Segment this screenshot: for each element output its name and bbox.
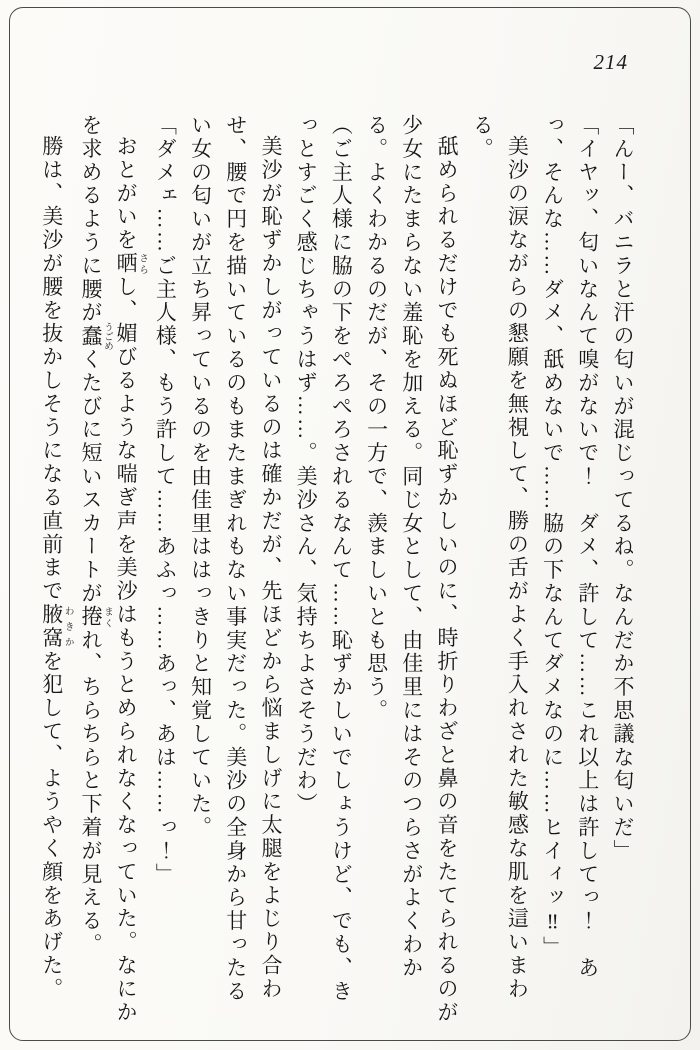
paragraph: おとがいを晒 さらし、媚びるような喘ぎ声を美沙はもうとめられなくなっていた。なにかを求めるように腰が蠢 うごめくたびに短いスカートが捲 まくれ、ちらちらと下着が見える。 <box>78 114 148 1025</box>
paragraph: 舐められるだけでも死ぬほど恥ずかしいのに、時折りわざと鼻の音をたてられるのが少女にたまらない羞恥を加える。同じ女として、由佳里にはそのつらさがよくわかる。よくわかるのだが、その一方で、羨ましいとも思う。 <box>364 114 459 1025</box>
paragraph: （ご主人様に脇の下をぺろぺろされるなんて……恥ずかしいでしょうけど、でも、きっとすごく感じちゃうはず……。美沙さん、気持ちよさそうだわ） <box>294 114 354 1004</box>
paragraph: 「イヤッ、匂いなんて嗅がないで！ ダメ、許して……これ以上は許してっ！ あっ、そんな……ダメ、舐めないで……脇の下なんてダメなのに……ヒイィッ‼」 <box>540 114 600 980</box>
furigana-annotated-word: 蠢 うごめ <box>78 322 112 351</box>
furigana-annotated-word: 腋窩 わきか <box>39 603 73 650</box>
paragraph: 「ダメェ……ご主人様、もう許して……あふっ……あっ、あは……っ！」 <box>153 114 178 887</box>
paragraph: 「んー、バニラと汗の匂いが混じってるね。なんだか不思議な匂いだ」 <box>611 114 635 863</box>
body-text <box>39 114 640 1026</box>
paragraph: 美沙が恥ずかしがっているのは確かだが、先ほどから悩ましげに太腿をよじり合わせ、腰で円を描いているのもまたまぎれもない事実だった。美沙の全身から甘ったるい女の匂いが立ち昇っているのを由佳里ははっきりと知覚していた。 <box>188 114 283 1004</box>
paragraph: 美沙の涙ながらの懇願を無視して、勝の舌がよく手入れされた敏感な肌を這いまわる。 <box>470 114 530 1001</box>
furigana-annotated-word: 晒 さら <box>114 252 148 276</box>
paragraph: 勝は、美沙が腰を抜かしそうになる直前まで腋窩 わきかを犯して、ようやく顔をあげた。 <box>39 135 73 1001</box>
furigana-annotated-word: 捲 まく <box>78 605 112 629</box>
page-number: 214 <box>593 50 628 74</box>
